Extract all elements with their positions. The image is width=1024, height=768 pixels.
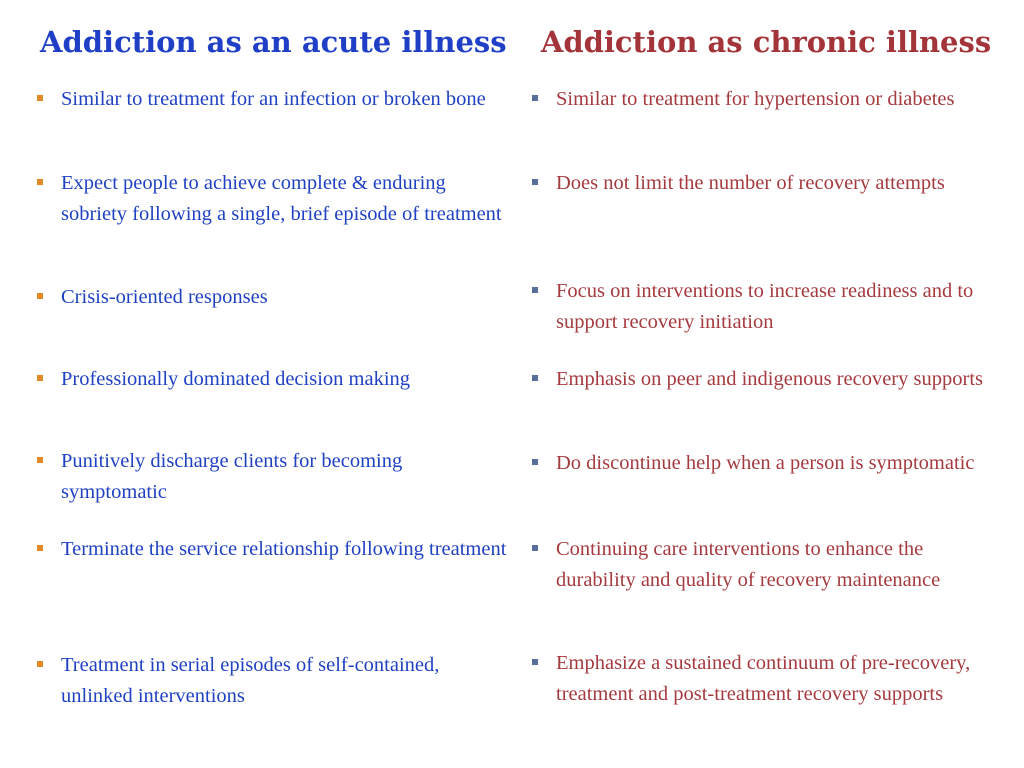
square-bullet-icon — [37, 661, 43, 667]
list-item: Similar to treatment for hypertension or diabetes — [556, 84, 1006, 115]
list-item: Expect people to achieve complete & enduring sobriety following a single, brief episode of treatment — [61, 168, 511, 229]
square-bullet-icon — [37, 293, 43, 299]
square-bullet-icon — [532, 659, 538, 665]
list-item: Continuing care interventions to enhance the durability and quality of recovery maintenance — [556, 534, 1006, 595]
square-bullet-icon — [532, 375, 538, 381]
square-bullet-icon — [37, 457, 43, 463]
list-item: Emphasize a sustained continuum of pre-recovery, treatment and post-treatment recovery supports — [556, 648, 1006, 709]
list-item: Professionally dominated decision making — [61, 364, 511, 395]
list-item: Treatment in serial episodes of self-contained, unlinked interventions — [61, 650, 511, 711]
list-item: Do discontinue help when a person is symptomatic — [556, 448, 1006, 479]
list-item: Does not limit the number of recovery attempts — [556, 168, 1006, 199]
list-item: Terminate the service relationship following treatment — [61, 534, 511, 565]
square-bullet-icon — [532, 179, 538, 185]
list-item: Punitively discharge clients for becoming symptomatic — [61, 446, 511, 507]
list-item: Focus on interventions to increase readiness and to support recovery initiation — [556, 276, 1006, 337]
list-item: Emphasis on peer and indigenous recovery supports — [556, 364, 1006, 395]
square-bullet-icon — [37, 545, 43, 551]
square-bullet-icon — [532, 545, 538, 551]
chronic-illness-heading: Addiction as chronic illness — [540, 25, 992, 59]
square-bullet-icon — [37, 375, 43, 381]
square-bullet-icon — [37, 179, 43, 185]
square-bullet-icon — [532, 287, 538, 293]
square-bullet-icon — [532, 95, 538, 101]
list-item: Crisis-oriented responses — [61, 282, 511, 313]
acute-illness-heading: Addiction as an acute illness — [40, 25, 507, 59]
square-bullet-icon — [37, 95, 43, 101]
square-bullet-icon — [532, 459, 538, 465]
list-item: Similar to treatment for an infection or broken bone — [61, 84, 511, 115]
